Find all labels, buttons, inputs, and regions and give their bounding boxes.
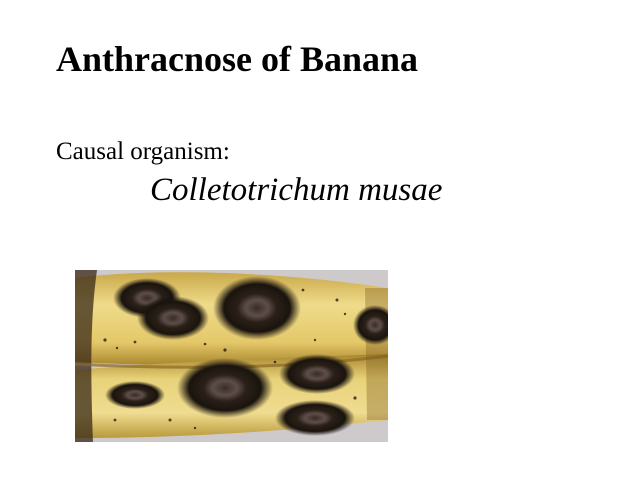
slide-title: Anthracnose of Banana [56,39,419,79]
organism-name: Colletotrichum musae [150,172,443,208]
lesion [279,354,355,394]
lesion [137,296,209,340]
lesion [105,381,165,409]
causal-organism-label: Causal organism: [56,138,230,165]
lesion [177,358,273,418]
lesion [275,400,355,436]
banana-anthracnose-photo [75,270,388,442]
lesion [213,276,301,340]
